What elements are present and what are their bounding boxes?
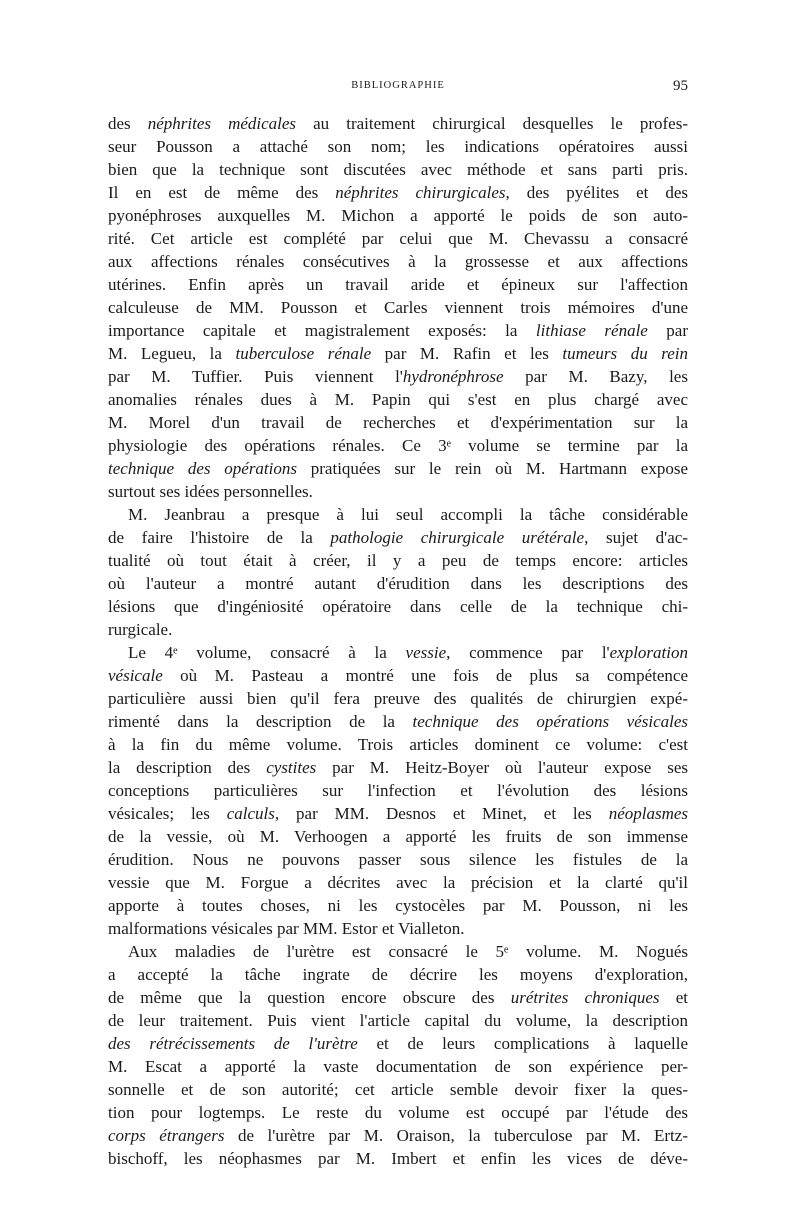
text-run: a accepté la tâche ingrate de décrire les moyens d'exploration, <box>108 965 688 984</box>
italic-term: technique des opérations vésicales <box>412 712 688 731</box>
text-run: tion pour logtemps. Le reste du volume est occupé par l'étude des <box>108 1103 688 1122</box>
body-text <box>108 112 688 1170</box>
text-run: , des pyélites et des <box>505 183 688 202</box>
italic-term: cystites <box>266 758 317 777</box>
italic-term: calculs <box>226 804 275 823</box>
text-run: anomalies rénales dues à M. Papin qui s'est en plus chargé avec <box>108 390 688 409</box>
text-line <box>108 227 688 250</box>
text-run: et de leurs complications à laquelle <box>357 1034 688 1053</box>
text-line <box>108 296 688 319</box>
text-line <box>108 342 688 365</box>
text-run: bischoff, les néophasmes par M. Imbert et enfin les vices de déve- <box>108 1149 688 1168</box>
italic-term: corps étrangers <box>108 1126 225 1145</box>
text-run: par M. Tuffier. Puis viennent l' <box>108 367 403 386</box>
text-run: aux affections rénales consécutives à la grossesse et aux affections <box>108 252 688 271</box>
italic-term: pathologie chirurgicale urétérale <box>330 528 585 547</box>
text-run: par <box>647 321 688 340</box>
text-line <box>108 365 688 388</box>
text-run: sonnelle et de son autorité; cet article semble devoir fixer la ques- <box>108 1080 688 1099</box>
text-run: seur Pousson a attaché son nom; les indications opératoires aussi <box>108 137 688 156</box>
text-line <box>108 1124 688 1147</box>
text-run: malformations vésicales par MM. Estor et Vialleton. <box>108 919 465 938</box>
text-line <box>108 733 688 756</box>
running-title: BIBLIOGRAPHIE <box>351 80 445 91</box>
text-run: , sujet d'ac- <box>584 528 688 547</box>
text-run: par M. Heitz-Boyer où l'auteur expose ses <box>316 758 688 777</box>
italic-term: lithiase rénale <box>535 321 648 340</box>
page-number: 95 <box>673 78 688 94</box>
text-run: la description des <box>108 758 267 777</box>
text-run: de la vessie, où M. Verhoogen a apporté les fruits de son immense <box>108 827 688 846</box>
text-line <box>108 135 688 158</box>
text-run: Le 4ᵉ volume, consacré à la <box>128 643 406 662</box>
text-line <box>108 641 688 664</box>
italic-term: tumeurs du rein <box>562 344 688 363</box>
text-line <box>108 802 688 825</box>
text-line <box>108 963 688 986</box>
text-line <box>108 1147 688 1170</box>
italic-term: urétrites chroniques <box>510 988 660 1007</box>
text-run: rurgicale. <box>108 620 173 639</box>
italic-term: néphrites médicales <box>147 114 297 133</box>
text-run: apporte à toutes choses, ni les cystocèles par M. Pousson, ni les <box>108 896 688 915</box>
text-run: particulière aussi bien qu'il fera preuve des qualités de chirurgien expé- <box>108 689 688 708</box>
text-line <box>108 273 688 296</box>
text-line <box>108 1078 688 1101</box>
italic-term: néphrites chirurgicales <box>335 183 506 202</box>
text-line <box>108 319 688 342</box>
text-run: utérines. Enfin après un travail aride et épineux sur l'affection <box>108 275 688 294</box>
text-run: au traitement chirurgical desquelles le profes- <box>296 114 688 133</box>
text-run: pyonéphroses auxquelles M. Michon a apporté le poids de son auto- <box>108 206 688 225</box>
text-line <box>108 434 688 457</box>
text-line <box>108 1009 688 1032</box>
text-run: et <box>659 988 688 1007</box>
text-line <box>108 756 688 779</box>
text-run: M. Legueu, la <box>108 344 236 363</box>
text-line <box>108 894 688 917</box>
text-line <box>108 871 688 894</box>
text-run: de leur traitement. Puis vient l'article capital du volume, la description <box>108 1011 688 1030</box>
text-line <box>108 549 688 572</box>
text-run: où l'auteur a montré autant d'érudition dans les descriptions des <box>108 574 688 593</box>
text-line <box>108 986 688 1009</box>
italic-term: néoplasmes <box>608 804 688 823</box>
text-run: Aux maladies de l'urètre est consacré le 5ᵉ volume. M. Nogués <box>128 942 688 961</box>
text-run: , commence par l' <box>446 643 610 662</box>
text-line <box>108 503 688 526</box>
text-run: rimenté dans la description de la <box>108 712 413 731</box>
text-run: bien que la technique sont discutées avec méthode et sans parti pris. <box>108 160 688 179</box>
text-line <box>108 181 688 204</box>
italic-term: tuberculose rénale <box>235 344 372 363</box>
text-run: , par MM. Desnos et Minet, et les <box>274 804 609 823</box>
text-run: surtout ses idées personnelles. <box>108 482 313 501</box>
text-line <box>108 457 688 480</box>
text-run: calculeuse de MM. Pousson et Carles viennent trois mémoires d'une <box>108 298 688 317</box>
text-line <box>108 710 688 733</box>
text-line <box>108 917 688 940</box>
text-run: conceptions particulières sur l'infection et l'évolution des lésions <box>108 781 688 800</box>
text-run: par M. Rafin et les <box>371 344 563 363</box>
italic-term: technique des opérations <box>108 459 297 478</box>
running-head <box>108 78 688 96</box>
text-run: par M. Bazy, les <box>503 367 688 386</box>
text-line <box>108 687 688 710</box>
text-run: à la fin du même volume. Trois articles dominent ce volume: c'est <box>108 735 688 754</box>
italic-term: des rétrécissements de l'urètre <box>108 1034 358 1053</box>
text-line <box>108 112 688 135</box>
text-run: Il en est de même des <box>108 183 336 202</box>
text-line <box>108 204 688 227</box>
text-line <box>108 848 688 871</box>
text-run: vésicales; les <box>108 804 227 823</box>
text-line <box>108 526 688 549</box>
text-run: physiologie des opérations rénales. Ce 3ᵉ volume se termine par la <box>108 436 688 455</box>
text-line <box>108 158 688 181</box>
text-line <box>108 595 688 618</box>
text-line <box>108 779 688 802</box>
text-run: rité. Cet article est complété par celui que M. Chevassu a consacré <box>108 229 688 248</box>
text-line <box>108 825 688 848</box>
text-run: de l'urètre par M. Oraison, la tuberculose par M. Ertz- <box>224 1126 688 1145</box>
text-run: M. Escat a apporté la vaste documentation de son expérience per- <box>108 1057 688 1076</box>
text-line <box>108 480 688 503</box>
text-line <box>108 388 688 411</box>
text-run: de faire l'histoire de la <box>108 528 331 547</box>
text-run: où M. Pasteau a montré une fois de plus sa compétence <box>162 666 688 685</box>
text-line <box>108 940 688 963</box>
italic-term: vessie <box>405 643 447 662</box>
text-line <box>108 1055 688 1078</box>
text-run: pratiquées sur le rein où M. Hartmann expose <box>297 459 688 478</box>
text-line <box>108 618 688 641</box>
italic-term: hydronéphrose <box>402 367 504 386</box>
text-run: M. Jeanbrau a presque à lui seul accompli la tâche considérable <box>128 505 688 524</box>
text-run: érudition. Nous ne pouvons passer sous silence les fistules de la <box>108 850 688 869</box>
text-line <box>108 411 688 434</box>
text-line <box>108 572 688 595</box>
text-line <box>108 1101 688 1124</box>
italic-term: exploration <box>609 643 688 662</box>
text-line <box>108 250 688 273</box>
text-run: M. Morel d'un travail de recherches et d'expérimentation sur la <box>108 413 688 432</box>
text-run: tualité où tout était à créer, il y a peu de temps encore: articles <box>108 551 688 570</box>
italic-term: vésicale <box>108 666 163 685</box>
text-run: importance capitale et magistralement exposés: la <box>108 321 536 340</box>
text-line <box>108 664 688 687</box>
text-run: lésions que d'ingéniosité opératoire dans celle de la technique chi- <box>108 597 688 616</box>
text-run: de même que la question encore obscure des <box>108 988 511 1007</box>
text-run: des <box>108 114 148 133</box>
text-line <box>108 1032 688 1055</box>
text-run: vessie que M. Forgue a décrites avec la précision et la clarté qu'il <box>108 873 688 892</box>
